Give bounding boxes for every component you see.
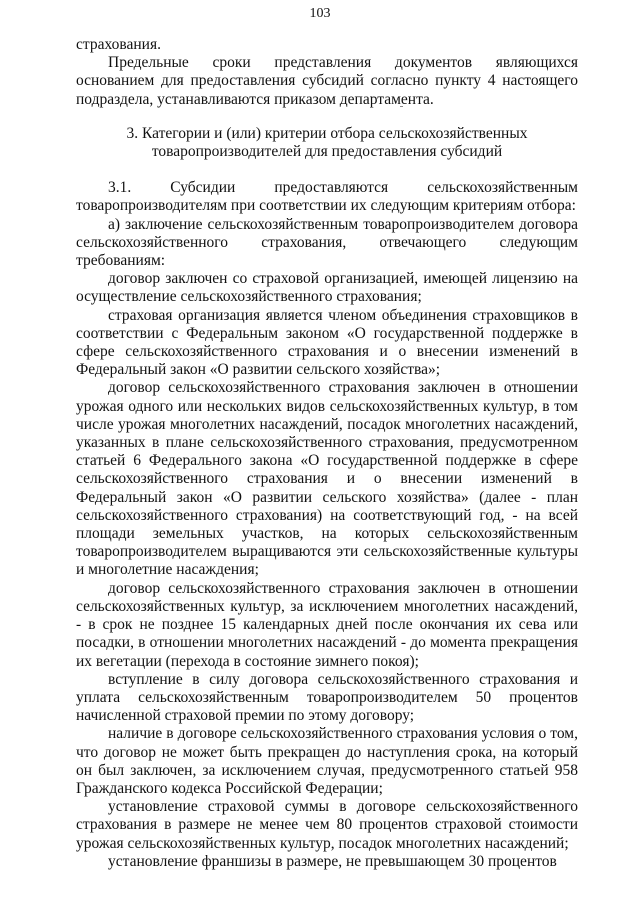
- paragraph-termination-clause: наличие в договоре сельскохозяйственного страхования условия о том, что договор не может быть прекращен до наступления срока, на который он был заключен, за исключением случая, предусмотренного статьей 958 Гражданского кодекса Российской Федерации;: [76, 725, 578, 797]
- paragraph-deadlines: Предельные сроки представления документов являющихся основанием для предоставления субсидий согласно пункту 4 настоящего подраздела, устанавливаются приказом департамента.: [76, 54, 578, 108]
- lead-word: сельскохозяйственным: [427, 179, 578, 197]
- paragraph-3-1-continuation: товаропроизводителям при соответствии их следующим критериям отбора:: [76, 197, 576, 215]
- paragraph-insurer-association: страховая организация является членом объединения страховщиков в соответствии с Федеральным законом «О государственной поддержке в сфере сельскохозяйственного страхования и о внесении изменений в Федеральный закон «О развитии сельского хозяйства»;: [76, 306, 578, 379]
- lead-word: предоставляются: [274, 179, 389, 197]
- paragraph-sum-insured: установление страховой суммы в договоре сельскохозяйственного страхования в размере не менее чем 80 процентов страховой стоимости урожая сельскохозяйственных культур, посадок многолетних насаждений;: [76, 798, 578, 852]
- paragraph-premium-payment: вступление в силу договора сельскохозяйственного страхования и уплата сельскохозяйственным товаропроизводителем 50 процентов начисленной страховой премии по этому договору;: [76, 670, 578, 725]
- paragraph-contract-term: договор сельскохозяйственного страхования заключен в отношении сельскохозяйственных культур, за исключением многолетних насаждений, - в срок не позднее 15 календарных дней после окончания их сева или посадки, в отношении многолетних насаждений - до момента прекращения их вегетации (перехода в состояние зимнего покоя);: [76, 579, 578, 670]
- paragraph-deductible: установление франшизы в размере, не превышающем 30 процентов: [108, 852, 557, 870]
- page-number: 103: [309, 6, 331, 21]
- document-body: [76, 36, 578, 871]
- paragraph-license: договор заключен со страховой организацией, имеющей лицензию на осуществление сельскохозяйственного страхования;: [76, 270, 578, 306]
- paragraph-item-a: а) заключение сельскохозяйственным товаропроизводителем договора сельскохозяйственного страхования, отвечающего следующим требованиям:: [76, 215, 578, 270]
- paragraph-crop-coverage: договор сельскохозяйственного страхования заключен в отношении урожая одного или нескольких видов сельскохозяйственных культур, в том числе урожая многолетних насаждений, посадок многолетних насаждений, указанных в плане сельскохозяйственного страхования, предусмотренном статьей 6 Федерального закона «О государственной поддержке в сфере сельскохозяйственного страхования и о внесении изменений в Федеральный закон «О развитии сельского хозяйства» (далее - план сельскохозяйственного страхования) на соответствующий год, - на всей площади земельных участков, на которых сельскохозяйственным товаропроизводителем выращиваются эти сельскохозяйственные культуры и многолетние насаждения;: [76, 379, 578, 579]
- lead-word: Субсидии: [170, 179, 236, 197]
- paragraph-continuation: страхования.: [76, 36, 161, 53]
- clause-number: 3.1.: [108, 179, 132, 197]
- paragraph-3-1-first-line: [76, 179, 578, 197]
- section-heading: 3. Категории и (или) критерии отбора сельскохозяйственных товаропроизводителей для предоставления субсидий: [126, 124, 528, 161]
